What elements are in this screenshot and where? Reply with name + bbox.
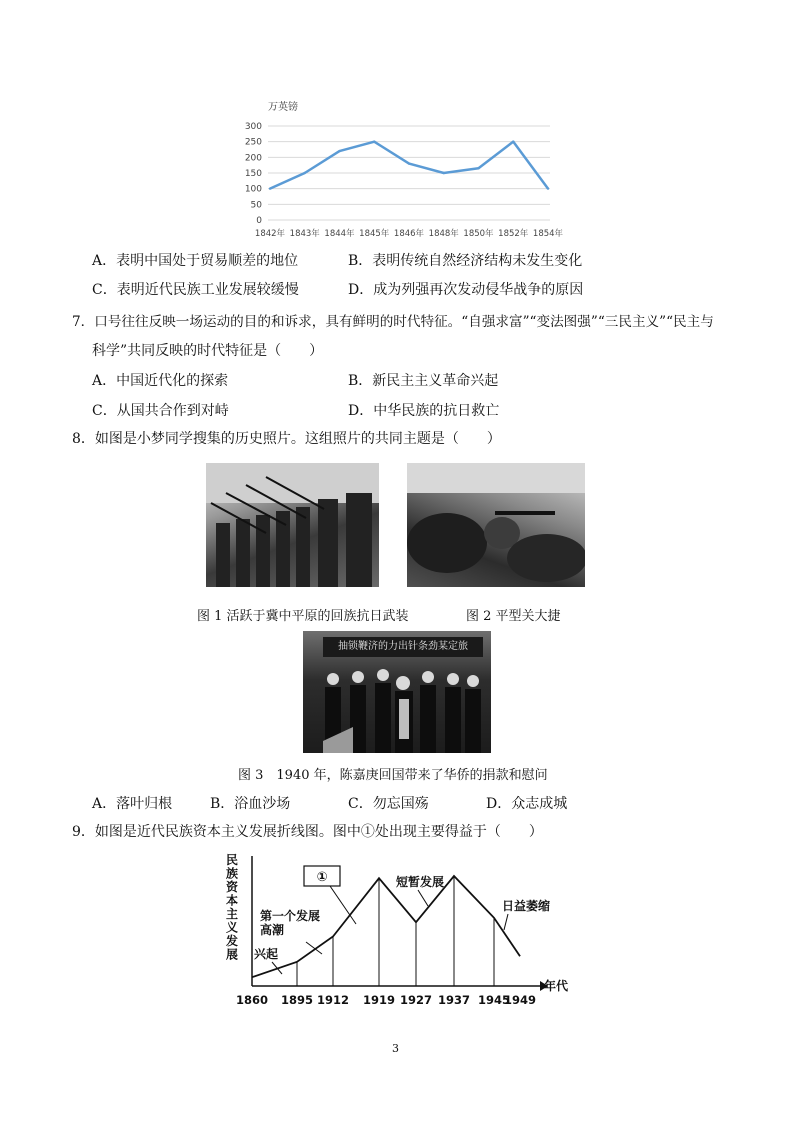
label-first-high-2: 高潮 bbox=[260, 923, 285, 937]
series-line bbox=[270, 142, 548, 189]
x-tick-label: 1854年 bbox=[532, 229, 564, 239]
q8-option-a[interactable]: A．落叶归根 bbox=[92, 796, 173, 812]
data-point bbox=[373, 140, 375, 142]
x-tick-label: 1860 bbox=[235, 993, 269, 1007]
x-tick-label: 1919 bbox=[362, 993, 396, 1007]
y-tick-label: 100 bbox=[244, 184, 262, 195]
y-tick-label: 50 bbox=[250, 200, 262, 211]
data-point bbox=[304, 172, 306, 174]
x-tick-label: 1937 bbox=[437, 993, 471, 1007]
y-axis-label-char: 展 bbox=[226, 947, 239, 962]
capitalism-line-chart-svg bbox=[222, 850, 582, 1010]
y-tick-label: 300 bbox=[244, 122, 262, 132]
q6-option-d[interactable]: D．成为列强再次发动侵华战争的原因 bbox=[348, 282, 584, 298]
data-point bbox=[547, 187, 549, 189]
x-tick-label: 1852年 bbox=[498, 229, 529, 239]
x-tick-label: 1842年 bbox=[254, 229, 286, 239]
q7-stem-line1: 7．口号往往反映一场运动的目的和诉求，具有鲜明的时代特征。“自强求富”“变法图强”“三民主义”“民主与 bbox=[72, 314, 714, 330]
y-tick-label: 200 bbox=[244, 153, 262, 164]
q6-option-b[interactable]: B．表明传统自然经济结构未发生变化 bbox=[348, 253, 583, 269]
fig1-caption: 图 1 活跃于冀中平原的回族抗日武装 bbox=[197, 609, 409, 624]
label-first-high: 第一个发展 bbox=[260, 909, 321, 923]
label-decline: 日益萎缩 bbox=[502, 899, 551, 913]
trade-line-chart-svg bbox=[240, 96, 570, 246]
fig2-caption: 图 2 平型关大捷 bbox=[466, 609, 561, 624]
pointer-first-high bbox=[306, 942, 322, 954]
q7-option-c[interactable]: C．从国共合作到对峙 bbox=[92, 403, 229, 419]
q8-option-b[interactable]: B．浴血沙场 bbox=[210, 796, 291, 812]
q6-option-c[interactable]: C．表明近代民族工业发展较缓慢 bbox=[92, 282, 299, 298]
trade-line-chart bbox=[240, 96, 570, 246]
y-axis-label-char: 发 bbox=[226, 934, 239, 948]
x-tick-label: 1949 bbox=[503, 993, 537, 1007]
q9-stem: 9．如图是近代民族资本主义发展折线图。图中①处出现主要得益于（ ） bbox=[72, 824, 543, 840]
q8-option-d[interactable]: D．众志成城 bbox=[486, 796, 568, 812]
q7-option-a[interactable]: A．中国近代化的探索 bbox=[92, 373, 229, 389]
q7-option-b[interactable]: B．新民主主义革命兴起 bbox=[348, 373, 499, 389]
q8-stem: 8．如图是小梦同学搜集的历史照片。这组照片的共同主题是（ ） bbox=[72, 431, 501, 447]
label-rise: 兴起 bbox=[254, 947, 279, 961]
data-point bbox=[269, 187, 271, 189]
y-axis-label-char: 资 bbox=[226, 880, 239, 894]
y-tick-label: 250 bbox=[244, 137, 262, 148]
y-axis-label-char: 族 bbox=[226, 866, 239, 881]
x-tick-label: 1850年 bbox=[463, 229, 494, 239]
x-tick-label: 1844年 bbox=[324, 229, 355, 239]
x-tick-label: 1912 bbox=[316, 993, 350, 1007]
x-tick-label: 1848年 bbox=[428, 229, 459, 239]
photo-chen-jiageng bbox=[303, 631, 491, 753]
capitalism-line-chart bbox=[222, 850, 582, 1010]
pointer-marker bbox=[330, 886, 356, 924]
q7-option-d[interactable]: D．中华民族的抗日救亡 bbox=[348, 403, 500, 419]
x-tick-label: 1945 bbox=[477, 993, 511, 1007]
q7-stem-line2: 科学”共同反映的时代特征是（ ） bbox=[92, 343, 324, 359]
y-tick-label: 150 bbox=[244, 169, 262, 179]
y-tick-label: 0 bbox=[256, 216, 262, 226]
y-axis-label-char: 义 bbox=[226, 920, 239, 935]
photo-hui-resistance-army bbox=[206, 463, 379, 587]
data-point bbox=[477, 167, 479, 169]
pointer-decline bbox=[504, 914, 508, 930]
photo-pingxingguan-art bbox=[407, 463, 585, 587]
y-axis-label-char: 本 bbox=[226, 893, 239, 908]
data-point bbox=[443, 172, 445, 174]
x-tick-label: 1895 bbox=[280, 993, 314, 1007]
x-axis-label: 年代 bbox=[544, 979, 569, 993]
trend-line bbox=[252, 876, 520, 977]
pointer-short-development bbox=[418, 890, 428, 906]
photo-pingxingguan bbox=[407, 463, 585, 587]
x-tick-label: 1846年 bbox=[393, 229, 425, 239]
fig3-caption: 图 3 1940 年，陈嘉庚回国带来了华侨的捐款和慰问 bbox=[238, 768, 548, 783]
q8-option-c[interactable]: C．勿忘国殇 bbox=[348, 796, 429, 812]
x-tick-label: 1843年 bbox=[289, 229, 320, 239]
marker-circled-one: ① bbox=[316, 870, 328, 885]
data-point bbox=[512, 140, 514, 142]
page-number: 3 bbox=[392, 1042, 399, 1055]
x-tick-label: 1845年 bbox=[359, 229, 390, 239]
y-axis-label-char: 民 bbox=[226, 853, 239, 867]
data-point bbox=[338, 150, 340, 152]
label-short-development: 短暂发展 bbox=[396, 875, 445, 889]
y-axis-label-char: 主 bbox=[226, 907, 239, 921]
photo-chen-jiageng-art bbox=[303, 631, 491, 753]
data-point bbox=[408, 162, 410, 164]
q6-option-a[interactable]: A．表明中国处于贸易顺差的地位 bbox=[92, 253, 299, 269]
photo-hui-resistance-army-art bbox=[206, 463, 379, 587]
photo-banner: 抽锁鞭济的力出针条劲某定旅 bbox=[323, 637, 483, 657]
y-axis-unit-label: 万英镑 bbox=[268, 102, 298, 113]
x-tick-label: 1927 bbox=[399, 993, 433, 1007]
